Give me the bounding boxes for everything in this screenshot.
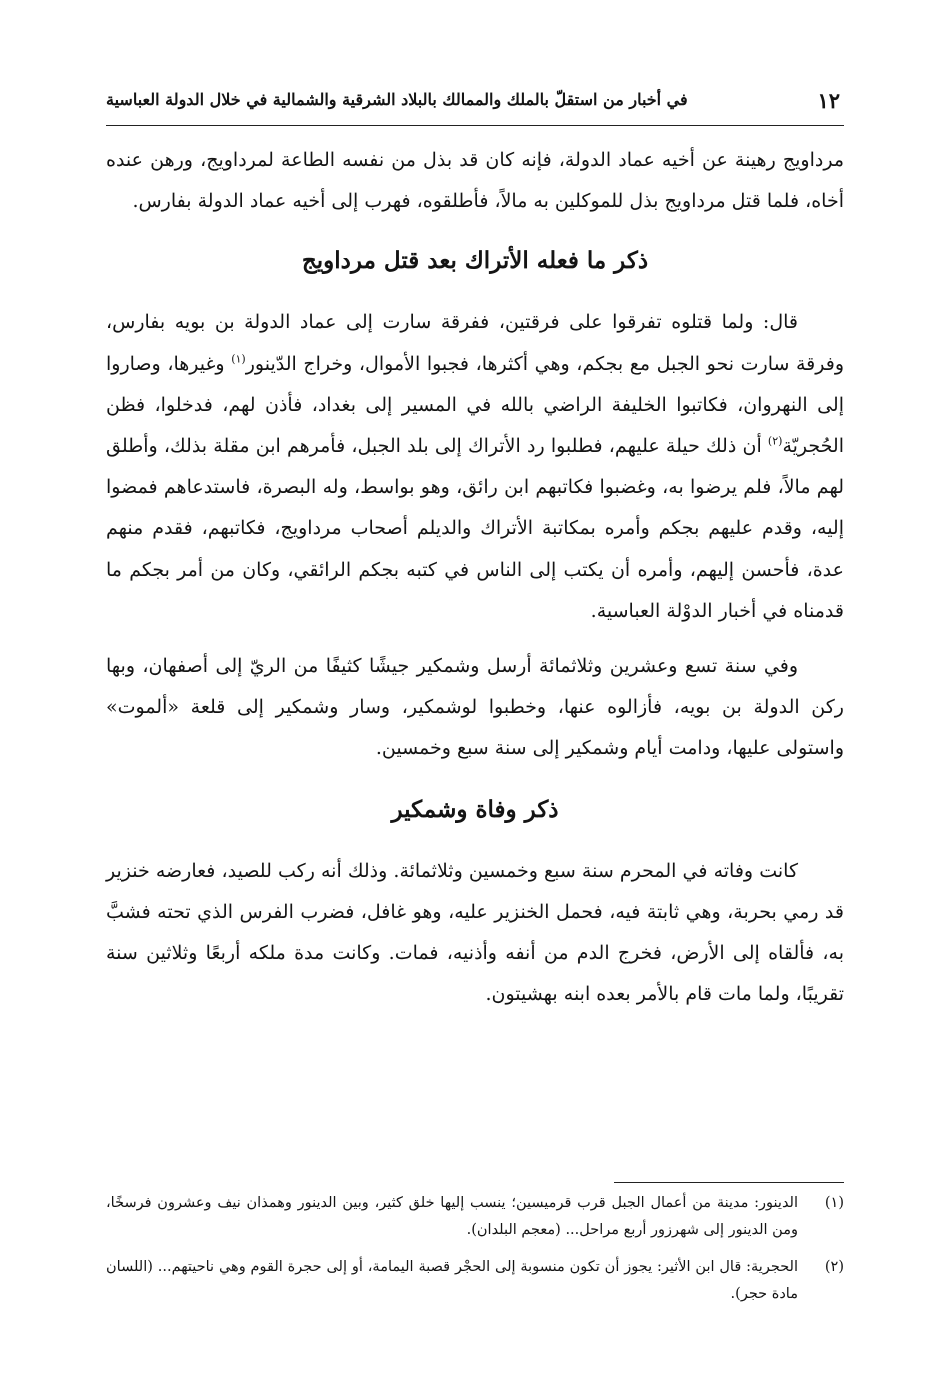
paragraph: كانت وفاته في المحرم سنة سبع وخمسين وثلاثمائة. وذلك أنه ركب للصيد، فعارضه خنزير قد رمي بحربة، وهي ثابتة فيه، فحمل الخنزير عليه، وهو غافل، فضرب الفرس الذي تحته فشبَّ به، فألقاه إلى الأرض، فخرج الدم من أنفه وأذنيه، فمات. وكانت مدة ملكه أربعًا وثلاثين سنة تقريبًا، ولما مات قام بالأمر بعده ابنه بهشيتون.: [106, 859, 844, 1006]
book-page: [106, 0, 844, 1376]
paragraph-text: وغيرها، وصاروا إلى النهروان، فكاتبوا الخليفة الراضي بالله في المسير إلى بغداد، فأذن لهم، فدخلوا، فظن الحُجريّة: [106, 352, 844, 458]
paragraph-text: أن ذلك حيلة عليهم، فطلبوا رد الأتراك إلى بلد الجبل، فأمرهم ابن مقلة بذلك، وأطلق لهم مالاً، فلم يرضوا به، وغضبوا فكاتبهم ابن رائق، وهو بواسط، وله البصرة، فاستدعاهم فمضوا إليه، وقدم عليهم بجكم وأمره بمكاتبة الأتراك والديلم أصحاب مرداويج، فكاتبهم، فقدم منهم عدة، فأحسن إليهم، وأمره أن يكتب إلى الناس في كتبه بجكم الرائقي، وكان من أمر بجكم ما قدمناه في أخبار الدوْلة العباسية.: [106, 435, 844, 622]
paragraph: مرداويج رهينة عن أخيه عماد الدولة، فإنه كان قد بذل من نفسه الطاعة لمرداويج، ورهن عنده أخاه، فلما قتل مرداويج بذل للموكلين به مالاً، فأطلقوه، فهرب إلى أخيه عماد الدولة بفارس.: [106, 149, 844, 213]
running-header: [106, 86, 844, 120]
header-divider: [106, 125, 844, 126]
footnote-ref: (١): [231, 352, 246, 366]
footnote-text: الحجرية: قال ابن الأثير: يجوز أن تكون منسوبة إلى الحجْر قصبة اليمامة، أو إلى حجرة القوم وهي ناحيتهم... (اللسان مادة حجر).: [106, 1259, 798, 1302]
footnote-text: الدينور: مدينة من أعمال الجبل قرب قرميسين؛ ينسب إليها خلق كثير، وبين الدينور وهمذان نيف وعشرون فرسخًا، ومن الدينور إلى شهرزور أربع مراحل... (معجم البلدان).: [106, 1195, 798, 1238]
paragraph-text: قال: ولما قتلوه تفرقوا على فرقتين، ففرقة سارت إلى عماد الدولة بن بويه بفارس، وفرقة سارت نحو الجبل مع بجكم، وهي أكثرها، فجبوا الأموال، وخراج الدّينور: [106, 311, 845, 375]
footnote-divider: [614, 1182, 844, 1183]
section-heading: ذكر ما فعله الأتراك بعد قتل مرداويج: [301, 247, 649, 275]
footnote: [106, 1190, 844, 1244]
footnote-ref: (٢): [767, 434, 783, 448]
main-text: [106, 140, 844, 1015]
paragraph: وفي سنة تسع وعشرين وثلاثمائة أرسل وشمكير جيشًا كثيفًا من الريّ إلى أصفهان، وبها ركن الدولة بن بويه، فأزالوه عنها، وخطبوا لوشمكير، وسار وشمكير إلى قلعة «ألموت» واستولى عليها، ودامت أيام وشمكير إلى سنة سبع وخمسين.: [106, 655, 844, 760]
footnote-number: (٢): [824, 1259, 844, 1275]
page-number: ١٢: [817, 88, 840, 113]
footnote-number: (١): [824, 1195, 844, 1211]
running-title: في أخبار من استقلّ بالملك والممالك بالبلاد الشرقية والشمالية في خلال الدولة العباسية: [106, 90, 688, 109]
paragraph: [106, 302, 844, 632]
footnotes: [106, 1190, 844, 1318]
section-heading: ذكر وفاة وشمكير: [391, 795, 559, 823]
footnote: [106, 1254, 844, 1308]
